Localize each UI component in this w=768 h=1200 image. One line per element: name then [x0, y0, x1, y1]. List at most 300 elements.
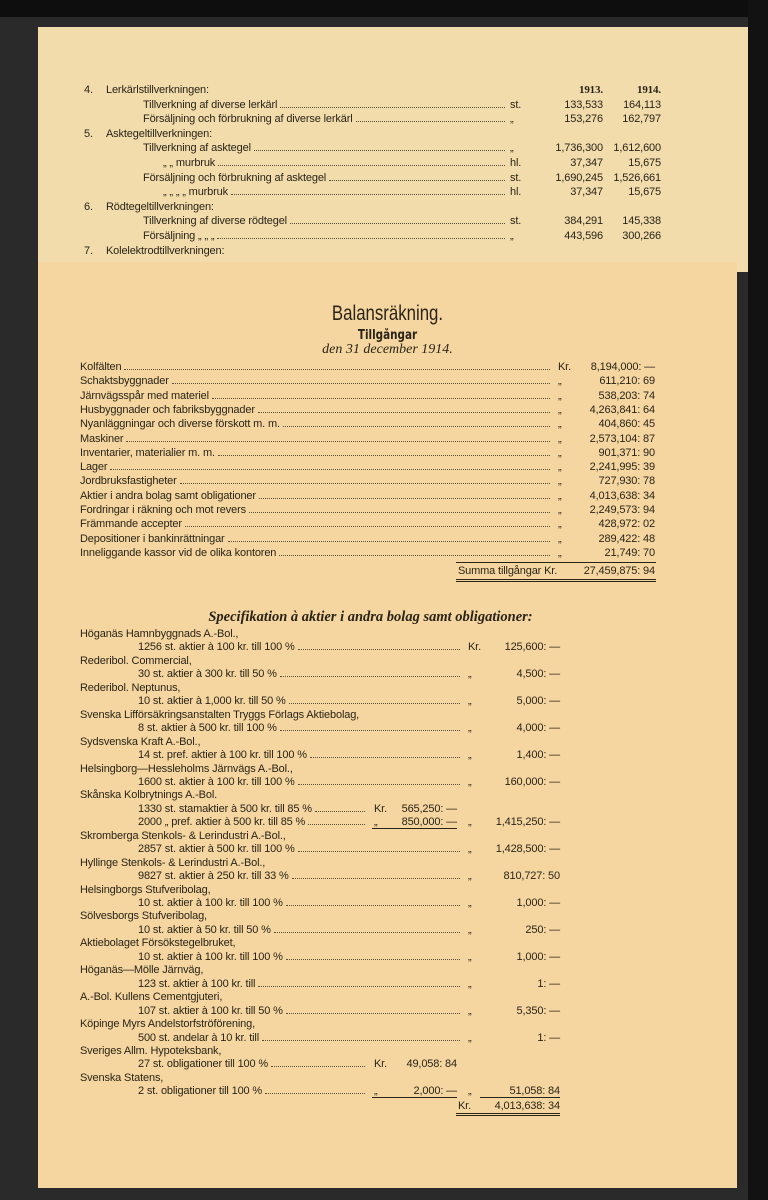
spec-row [38, 708, 737, 722]
value: 51,058: 84 [480, 1084, 560, 1098]
spec-row [38, 788, 737, 802]
share-detail-text: 10 st. aktier à 100 kr. till 100 % [138, 897, 283, 909]
row-label [80, 532, 553, 546]
dot-leader [279, 554, 550, 556]
subtotal-unit: „ [374, 816, 378, 829]
share-detail [138, 1084, 368, 1098]
dot-leader [290, 222, 505, 224]
value: 289,422: 48 [598, 532, 655, 545]
balance-row [38, 432, 737, 446]
production-row [38, 156, 738, 170]
specification-title: Specifikation à aktier i andra bolag samt obligationer: [208, 609, 533, 625]
spec-row [38, 815, 737, 829]
value-1914: 1,526,661 [613, 171, 661, 184]
balance-row [38, 460, 737, 474]
spec-row [38, 1084, 737, 1098]
sum-rule [456, 562, 656, 563]
label-text: Nyanläggningar och diverse förskott m. m. [80, 418, 280, 431]
share-detail-text: 123 st. aktier à 100 kr. till [138, 977, 256, 990]
company-name: Aktiebolaget Försökstegelbruket, [80, 937, 236, 950]
production-row [38, 141, 738, 155]
unit: hl. [510, 186, 522, 199]
value-1914: 164,113 [623, 98, 661, 111]
spec-row [38, 640, 737, 654]
value-1913: 384,291 [564, 215, 603, 228]
subtotal-value: 2,000: — [413, 1085, 457, 1098]
company-name: A.-Bol. Kullens Cementgjuteri, [80, 991, 223, 1004]
total-unit: Kr. [458, 1099, 471, 1112]
production-row [38, 171, 738, 185]
unit: „ [510, 230, 514, 242]
year-1914: 1914. [636, 84, 661, 96]
dot-leader [212, 397, 550, 399]
label-text: Tillverkning af asktegel [143, 142, 251, 155]
dot-leader [110, 468, 550, 470]
spec-row [38, 829, 737, 843]
unit: Kr. [468, 641, 481, 654]
company-name: Hyllinge Stenkols- & Lerindustri A.-Bol., [80, 856, 266, 869]
value: 1,415,250: — [495, 816, 560, 829]
row-label [80, 360, 553, 374]
dot-leader [258, 985, 460, 987]
balance-row [38, 489, 737, 503]
section-heading: Rödtegeltillverkningen: [106, 200, 214, 213]
production-row [38, 185, 738, 199]
row-label [143, 98, 508, 112]
unit: „ [558, 518, 562, 531]
balance-row [38, 417, 737, 431]
balance-title: Balansräkning. [331, 302, 444, 325]
balance-row [38, 503, 737, 517]
dot-leader [283, 425, 550, 427]
share-detail [138, 842, 463, 856]
row-label [143, 141, 508, 155]
unit: „ [468, 695, 472, 708]
spec-row [38, 654, 737, 668]
dot-leader [280, 729, 460, 731]
company-name: Helsingborg—Hessleholms Järnvägs A.-Bol., [80, 762, 293, 775]
label-text: Tillverkning af diverse rödtegel [143, 215, 287, 228]
production-row [38, 98, 738, 112]
unit: „ [468, 843, 472, 856]
unit: „ [468, 897, 472, 909]
production-row [38, 127, 738, 141]
subtotal [372, 1057, 457, 1070]
share-detail [138, 667, 463, 681]
value: 2,249,573: 94 [589, 504, 655, 516]
label-text: Försäljning och förbrukning af diverse lerkärl [143, 113, 353, 126]
value: 21,749: 70 [604, 546, 655, 559]
share-detail [138, 775, 463, 789]
unit: „ [558, 532, 562, 545]
balance-row [38, 517, 737, 531]
label-text: Fordringar i räkning och mot revers [80, 504, 246, 516]
spec-row [38, 681, 737, 695]
balance-subtitle: Tillgångar [357, 328, 418, 343]
total-label: Summa tillgångar Kr. [458, 565, 558, 578]
spec-row [38, 775, 737, 789]
back-page [38, 27, 748, 272]
year-1913: 1913. [578, 84, 603, 96]
unit: „ [468, 816, 472, 829]
value-1914: 162,797 [622, 113, 661, 126]
share-detail-text: 9827 st. aktier à 250 kr. till 33 % [138, 870, 289, 883]
value: 4,500: — [516, 668, 560, 681]
unit: „ [510, 113, 514, 126]
front-page [38, 262, 737, 1188]
row-label [80, 546, 553, 560]
share-detail-text: 1256 st. aktier à 100 kr. till 100 % [138, 641, 295, 654]
spec-row [38, 936, 737, 950]
dot-leader [228, 540, 550, 542]
subtotal-unit: „ [374, 1085, 378, 1098]
production-row [38, 112, 738, 126]
share-detail-text: 2000 „ pref. aktier à 500 kr. till 85 % [138, 816, 306, 829]
subtotal [372, 815, 457, 829]
value-1913: 443,596 [564, 230, 603, 242]
company-name: Svenska Statens, [80, 1071, 164, 1084]
spec-row [38, 842, 737, 856]
label-text: „ „ „ „ murbruk [163, 186, 228, 199]
value-1914: 15,675 [628, 157, 661, 169]
row-label [143, 112, 508, 126]
dot-leader [124, 368, 550, 370]
share-detail [138, 1004, 463, 1018]
unit: st. [510, 98, 522, 111]
unit: „ [558, 375, 562, 388]
value: 5,350: — [516, 1004, 560, 1017]
row-label [80, 403, 553, 417]
unit: „ [468, 950, 472, 963]
spec-row [38, 909, 737, 923]
unit: „ [558, 446, 562, 459]
company-name: Höganäs—Mölle Järnväg, [80, 964, 204, 977]
spec-row [38, 694, 737, 708]
value-1913: 37,347 [570, 157, 603, 169]
dot-leader [329, 179, 505, 181]
value: 2,573,104: 87 [589, 432, 655, 445]
balance-row [38, 446, 737, 460]
value-1914: 15,675 [628, 186, 661, 199]
dot-leader [292, 877, 460, 879]
row-label [80, 474, 553, 488]
unit: „ [468, 668, 472, 681]
share-detail-text: 1330 st. stamaktier à 500 kr. till 85 % [138, 802, 312, 815]
company-name: Sydsvenska Kraft A.-Bol., [80, 735, 201, 748]
dot-leader [280, 106, 505, 108]
share-detail-text: 500 st. andelar à 10 kr. till [138, 1031, 260, 1044]
subtotal [372, 1084, 457, 1098]
share-detail-text: 10 st. aktier à 100 kr. till 100 % [138, 950, 283, 963]
scan-border-top [0, 0, 768, 17]
share-detail [138, 802, 368, 816]
value: 4,000: — [516, 722, 560, 735]
spec-row [38, 627, 737, 641]
section-heading: Kolelektrodtillverkningen: [106, 244, 225, 257]
value: 810,727: 50 [503, 870, 560, 883]
row-label [143, 171, 508, 185]
spec-row [38, 667, 737, 681]
row-number: 6. [84, 200, 93, 213]
dot-leader [286, 1012, 460, 1014]
share-detail-text: 107 st. aktier à 100 kr. till 50 % [138, 1004, 283, 1017]
unit: „ [558, 432, 562, 445]
share-detail [138, 977, 463, 991]
company-name: Helsingborgs Stufveribolag, [80, 883, 211, 896]
dot-leader [249, 511, 550, 513]
company-name: Höganäs Hamnbyggnads A.-Bol., [80, 628, 239, 640]
share-detail [138, 1057, 368, 1071]
company-name: Rederibol. Commercial, [80, 654, 192, 667]
production-row [38, 244, 738, 258]
label-text: Försäljning „ „ „ [143, 230, 215, 242]
company-name: Köpinge Myrs Andelstorfströförening, [80, 1018, 255, 1031]
unit: „ [510, 142, 514, 155]
share-detail [138, 896, 463, 910]
row-label [143, 214, 508, 228]
production-row [38, 214, 738, 228]
row-label [80, 489, 553, 503]
unit: st. [510, 215, 522, 228]
sum-double-rule [456, 579, 656, 582]
dot-leader [254, 149, 505, 151]
share-detail [138, 640, 463, 654]
share-detail [138, 721, 463, 735]
label-text: Inventarier, materialier m. m. [80, 446, 215, 459]
value-1913: 1,690,245 [555, 171, 603, 184]
total-value: 27,459,875: 94 [583, 565, 655, 578]
value: 125,600: — [504, 641, 560, 654]
spec-total-row [38, 1099, 737, 1113]
balance-row [38, 389, 737, 403]
value: 160,000: — [504, 775, 560, 788]
value: 1,428,500: — [495, 843, 560, 856]
dot-leader [289, 702, 460, 704]
dot-leader [310, 756, 460, 758]
unit: „ [468, 1031, 472, 1044]
section-heading: Asktegeltillverkningen: [106, 127, 212, 140]
spec-row [38, 869, 737, 883]
spec-row [38, 896, 737, 910]
value: 428,972: 02 [598, 518, 655, 531]
dot-leader [258, 411, 550, 413]
unit: „ [468, 749, 472, 762]
subtotal [372, 802, 457, 815]
subtotal-unit: Kr. [374, 802, 387, 815]
dot-leader [265, 1092, 365, 1094]
spec-row [38, 721, 737, 735]
dot-leader [286, 904, 460, 906]
dot-leader [217, 237, 505, 239]
dot-leader [280, 675, 460, 677]
label-text: Lager [80, 461, 108, 474]
row-label [80, 446, 553, 460]
label-text: Kolfälten [80, 361, 122, 373]
label-text: Maskiner [80, 432, 124, 445]
balance-row [38, 374, 737, 388]
share-detail-text: 2857 st. aktier à 500 kr. till 100 % [138, 843, 295, 856]
value-1914: 300,266 [622, 230, 661, 242]
row-label [80, 460, 553, 474]
share-detail-text: 1600 st. aktier à 100 kr. till 100 % [138, 775, 295, 788]
share-detail [138, 869, 463, 883]
row-label [80, 389, 553, 403]
value-1913: 37,347 [570, 186, 603, 199]
balance-date: den 31 december 1914. [322, 342, 453, 357]
dot-leader [286, 958, 460, 960]
unit: „ [558, 418, 562, 431]
share-detail-text: 14 st. pref. aktier à 100 kr. till 100 % [138, 749, 307, 762]
balance-row [38, 532, 737, 546]
unit: „ [468, 870, 472, 883]
dot-leader [218, 454, 550, 456]
dot-leader [315, 810, 365, 812]
value: 4,013,638: 34 [589, 489, 655, 502]
label-text: Depositioner i bankinrättningar [80, 532, 225, 545]
row-label [80, 432, 553, 446]
value: 1,000: — [516, 897, 560, 909]
value-1914: 145,338 [622, 215, 661, 228]
value-1913: 133,533 [564, 98, 603, 111]
value: 1: — [537, 977, 560, 990]
subtotal-unit: Kr. [374, 1058, 387, 1071]
row-label [163, 156, 508, 170]
share-detail [138, 694, 463, 708]
value: 4,263,841: 64 [589, 403, 655, 416]
unit: „ [558, 389, 562, 402]
dot-leader [126, 440, 550, 442]
label-text: Jordbruksfastigheter [80, 475, 177, 488]
unit: „ [558, 461, 562, 474]
value: 538,203: 74 [598, 389, 655, 402]
value: 250: — [525, 923, 560, 936]
unit: „ [468, 1085, 472, 1098]
value: 5,000: — [516, 695, 560, 708]
row-number: 4. [84, 84, 93, 96]
spec-row [38, 963, 737, 977]
value-1913: 153,276 [564, 113, 603, 126]
spec-row [38, 923, 737, 937]
balance-row [38, 403, 737, 417]
total-value: 4,013,638: 34 [494, 1099, 560, 1112]
row-label [80, 517, 553, 531]
share-detail-text: 30 st. aktier à 300 kr. till 50 % [138, 668, 277, 681]
balance-row [38, 474, 737, 488]
balance-total-row [38, 564, 737, 578]
row-label [80, 417, 553, 431]
value: 2,241,995: 39 [589, 461, 655, 474]
unit: „ [558, 403, 562, 416]
dot-leader [298, 783, 460, 785]
spec-total [456, 1099, 560, 1116]
company-name: Skånska Kolbrytnings A.-Bol. [80, 789, 218, 802]
share-detail-text: 27 st. obligationer till 100 % [138, 1058, 269, 1071]
balance-row [38, 546, 737, 560]
label-text: Husbyggnader och fabriksbyggnader [80, 403, 255, 416]
production-row [38, 229, 738, 243]
value: 8,194,000: — [590, 361, 655, 373]
scan-border-right [748, 0, 768, 1200]
company-name: Skromberga Stenkols- & Lerindustri A.-Bol., [80, 829, 286, 842]
row-number: 7. [84, 244, 93, 257]
spec-row [38, 1017, 737, 1031]
spec-row [38, 1044, 737, 1058]
production-row [38, 200, 738, 214]
label-text: Tillverkning af diverse lerkärl [143, 98, 278, 111]
dot-leader [259, 497, 550, 499]
dot-leader [298, 850, 460, 852]
dot-leader [185, 525, 550, 527]
value: 901,371: 90 [598, 446, 655, 459]
row-label [143, 229, 508, 243]
spec-row [38, 762, 737, 776]
share-detail-text: 10 st. aktier à 1,000 kr. till 50 % [138, 695, 286, 708]
value: 404,860: 45 [598, 418, 655, 431]
unit: „ [558, 475, 562, 488]
subtotal-value: 850,000: — [401, 816, 457, 829]
spec-row [38, 1031, 737, 1045]
unit: Kr. [558, 361, 571, 373]
unit: „ [468, 923, 472, 936]
dot-leader [274, 931, 460, 933]
dot-leader [298, 648, 460, 650]
spec-row [38, 883, 737, 897]
spec-row [38, 1071, 737, 1085]
unit: „ [468, 1004, 472, 1017]
dot-leader [271, 1065, 365, 1067]
row-label [80, 503, 553, 517]
production-row [38, 83, 738, 97]
company-name: Sölvesborgs Stufveribolag, [80, 910, 207, 923]
label-text: Järnvägsspår med materiel [80, 389, 209, 402]
spec-row [38, 748, 737, 762]
dot-leader [231, 193, 505, 195]
spec-row [38, 1004, 737, 1018]
section-heading: Lerkärlstillverkningen: [106, 84, 209, 96]
value: 727,930: 78 [598, 475, 655, 488]
spec-row [38, 735, 737, 749]
unit: „ [558, 504, 562, 516]
unit: „ [468, 977, 472, 990]
share-detail-text: 8 st. aktier à 500 kr. till 100 % [138, 722, 277, 735]
label-text: Aktier i andra bolag samt obligationer [80, 489, 256, 502]
row-label [163, 185, 508, 199]
spec-row [38, 977, 737, 991]
company-name: Sveriges Allm. Hypoteksbank, [80, 1044, 222, 1057]
share-detail-text: 2 st. obligationer till 100 % [138, 1085, 263, 1098]
spec-row [38, 856, 737, 870]
unit: „ [468, 775, 472, 788]
dot-leader [308, 823, 365, 825]
balance-row [38, 360, 737, 374]
value: 611,210: 69 [599, 375, 655, 388]
unit: „ [558, 489, 562, 502]
company-name: Rederibol. Neptunus, [80, 681, 181, 694]
unit: hl. [510, 157, 522, 169]
share-detail [138, 923, 463, 937]
spec-row [38, 1057, 737, 1071]
share-detail [138, 950, 463, 964]
unit: „ [468, 722, 472, 735]
value: 1: — [537, 1031, 560, 1044]
company-name: Svenska Lifförsäkringsanstalten Tryggs Förlags Aktiebolag, [80, 708, 360, 721]
share-detail-text: 10 st. aktier à 50 kr. till 50 % [138, 923, 271, 936]
spec-row [38, 802, 737, 816]
share-detail [138, 815, 368, 829]
label-text: Försäljning och förbrukning af asktegel [143, 171, 327, 184]
row-label [80, 374, 553, 388]
value: 1,400: — [516, 749, 560, 762]
